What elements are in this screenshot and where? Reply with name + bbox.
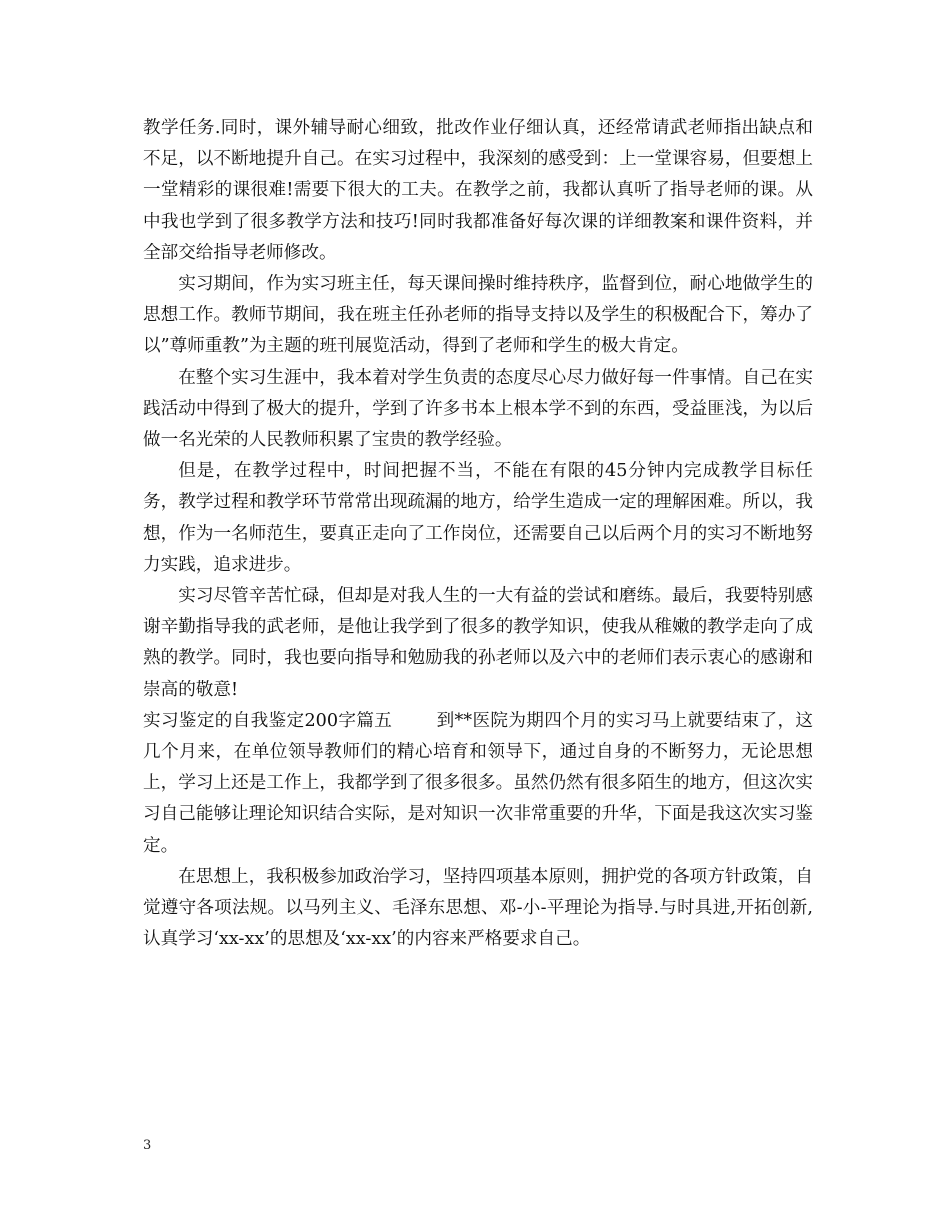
body-paragraph-4: 但是，在教学过程中，时间把握不当，不能在有限的45分钟内完成教学目标任务，教学过程和教学环节常常出现疏漏的地方，给学生造成一定的理解困难。所以，我想，作为一名师范生，要真正走向了工作岗位，还需要自己以后两个月的实习不断地努力实践，追求进步。 <box>143 461 813 575</box>
document-body <box>143 113 813 955</box>
body-paragraph-1: 教学任务.同时，课外辅导耐心细致，批改作业仔细认真，还经常请武老师指出缺点和不足，以不断地提升自己。在实习过程中，我深刻的感受到：上一堂课容易，但要想上一堂精彩的课很难!需要下很大的工夫。在教学之前，我都认真听了指导老师的课。从中我也学到了很多教学方法和技巧!同时我都准备好每次课的详细教案和课件资料，并全部交给指导老师修改。 <box>143 118 813 263</box>
body-paragraph-3: 在整个实习生涯中，我本着对学生负责的态度尽心尽力做好每一件事情。自己在实践活动中得到了极大的提升，学到了许多书本上根本学不到的东西，受益匪浅，为以后做一名光荣的人民教师积累了宝贵的教学经验。 <box>143 367 813 451</box>
section-first-paragraph: 到**医院为期四个月的实习马上就要结束了，这几个月来，在单位领导教师们的精心培育和领导下，通过自身的不断努力，无论思想上，学习上还是工作上，我都学到了很多很多。虽然仍然有很多陌生的地方，但这次实习自己能够让理论知识结合实际，是对知识一次非常重要的升华，下面是我这次实习鉴定。 <box>143 710 813 856</box>
body-paragraph-2: 实习期间，作为实习班主任，每天课间操时维持秩序，监督到位，耐心地做学生的思想工作。教师节期间，我在班主任孙老师的指导支持以及学生的积极配合下，筹办了以”尊师重教”为主题的班刊展览活动，得到了老师和学生的极大肯定。 <box>143 274 813 357</box>
section-paragraph-1: 在思想上，我积极参加政治学习，坚持四项基本原则，拥护党的各项方针政策，自觉遵守各项法规。以马列主义、毛泽东思想、邓-小-平理论为指导.与时具进,开拓创新,认真学习‘xx-xx’的思想及‘xx-xx’的内容来严格要求自己。 <box>143 866 813 950</box>
body-paragraph-5: 实习尽管辛苦忙碌，但却是对我人生的一大有益的尝试和磨练。最后，我要特别感谢辛勤指导我的武老师，是他让我学到了很多的教学知识，使我从稚嫩的教学走向了成熟的教学。同时，我也要向指导和勉励我的孙老师以及六中的老师们表示衷心的感谢和崇高的敬意! <box>143 586 813 700</box>
section-intro-paragraph <box>143 706 813 862</box>
page-number: 3 <box>143 1138 152 1153</box>
section-heading: 实习鉴定的自我鉴定200字篇五 <box>143 710 393 731</box>
